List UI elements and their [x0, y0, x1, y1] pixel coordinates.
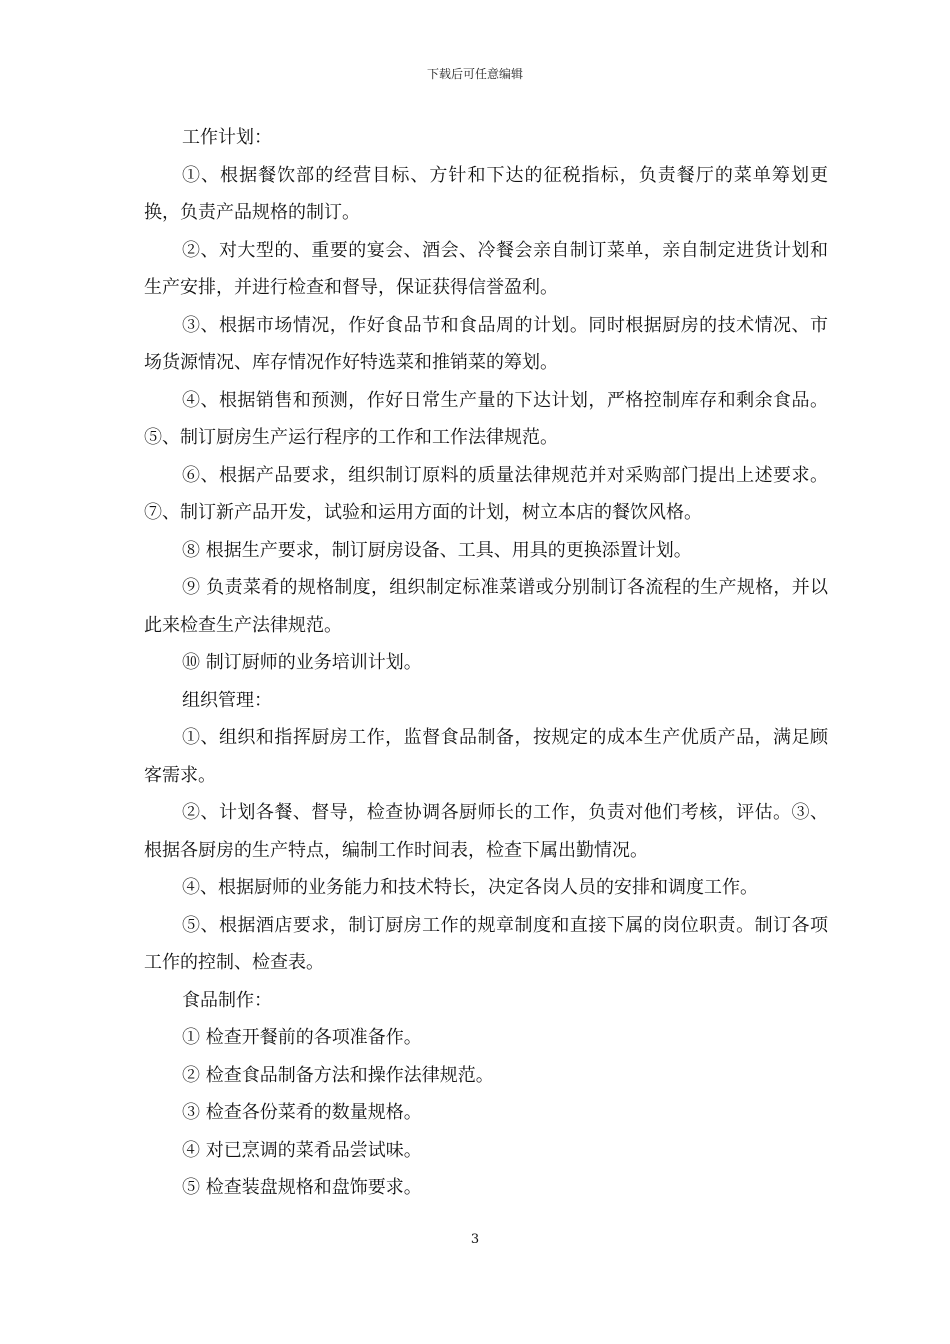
paragraph: ②、计划各餐、督导，检查协调各厨师长的工作，负责对他们考核，评估。③、根据各厨房的生产特点，编制工作时间表，检查下属出勤情况。 — [144, 802, 828, 861]
paragraph: ⑤ 检查装盘规格和盘饰要求。 — [182, 1177, 422, 1198]
paragraph: ⑧ 根据生产要求，制订厨房设备、工具、用具的更换添置计划。 — [182, 539, 692, 561]
section-heading-food-production: 食品制作： — [182, 989, 272, 1011]
document-body — [144, 119, 828, 1207]
paragraph: ①、组织和指挥厨房工作，监督食品制备，按规定的成本生产优质产品，满足顾客需求。 — [144, 727, 828, 786]
section-heading-organization: 组织管理： — [182, 689, 272, 711]
paragraph: ⑥、根据产品要求，组织制订原料的质量法律规范并对采购部门提出上述要求。⑦、制订新产品开发，试验和运用方面的计划，树立本店的餐饮风格。 — [144, 464, 828, 523]
paragraph: ④、根据厨师的业务能力和技术特长，决定各岗人员的安排和调度工作。 — [182, 877, 758, 898]
paragraph: ④ 对已烹调的菜肴品尝试味。 — [182, 1139, 422, 1161]
section-heading-work-plan: 工作计划： — [182, 127, 272, 148]
paragraph: ②、对大型的、重要的宴会、酒会、冷餐会亲自制订菜单，亲自制定进货计划和生产安排，并进行检查和督导，保证获得信誉盈利。 — [144, 239, 828, 298]
paragraph: ④、根据销售和预测，作好日常生产量的下达计划，严格控制库存和剩余食品。⑤、制订厨房生产运行程序的工作和工作法律规范。 — [144, 389, 828, 448]
page-number: 3 — [470, 1232, 480, 1247]
paragraph: ③、根据市场情况，作好食品节和食品周的计划。同时根据厨房的技术情况、市场货源情况、库存情况作好特选菜和推销菜的筹划。 — [144, 314, 828, 373]
paragraph: ①、根据餐饮部的经营目标、方针和下达的征税指标，负责餐厅的菜单筹划更换，负责产品规格的制订。 — [144, 164, 828, 223]
paragraph: ③ 检查各份菜肴的数量规格。 — [182, 1102, 422, 1123]
paragraph: ⑩ 制订厨师的业务培训计划。 — [182, 652, 422, 673]
page-header: 下载后可任意编辑 — [426, 67, 523, 81]
paragraph: ① 检查开餐前的各项准备作。 — [182, 1027, 422, 1048]
paragraph: ② 检查食品制备方法和操作法律规范。 — [182, 1064, 494, 1086]
paragraph: ⑨ 负责菜肴的规格制度，组织制定标准菜谱或分别制订各流程的生产规格，并以此来检查生产法律规范。 — [144, 577, 828, 636]
paragraph: ⑤、根据酒店要求，制订厨房工作的规章制度和直接下属的岗位职责。制订各项工作的控制、检查表。 — [144, 914, 828, 973]
